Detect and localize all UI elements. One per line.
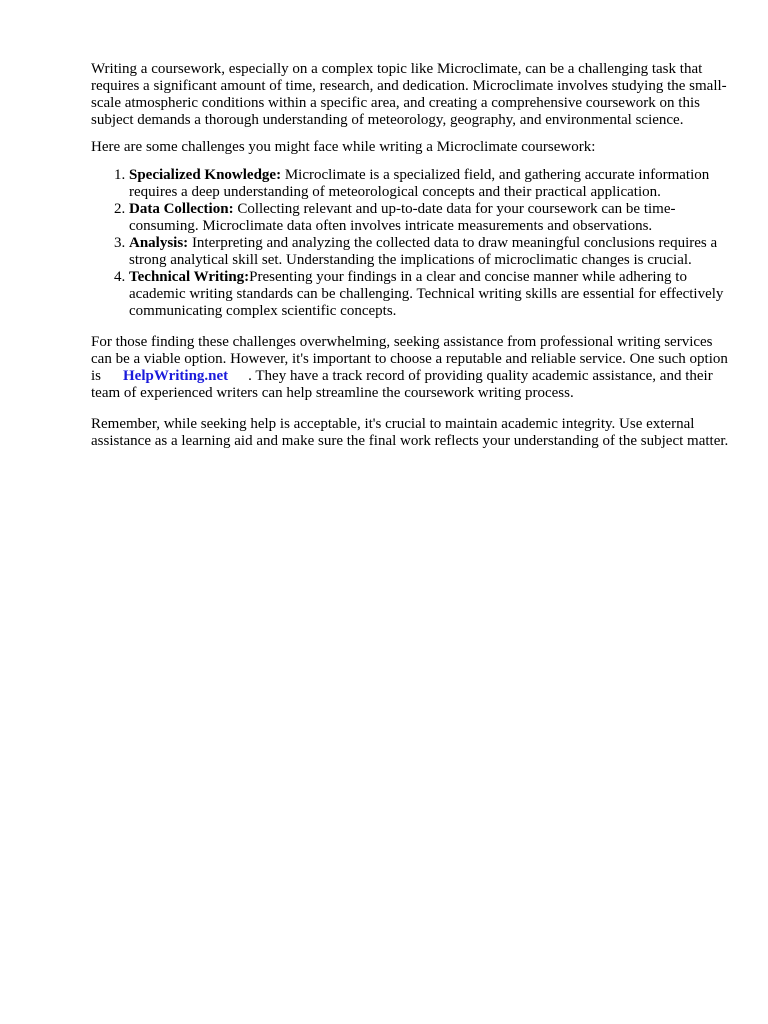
assistance-text-before: For those finding these challenges overwhelming, seeking assistance from professional writing services can be a viable option. However, it's important to choose a reputable and reliable service. One such option is (91, 334, 728, 384)
closing-paragraph: Remember, while seeking help is acceptable, it's crucial to maintain academic integrity. Use external assistance as a learning aid and make sure the final work reflects your understanding of the subject matter. (91, 416, 729, 449)
list-item (129, 201, 731, 235)
challenges-heading: Here are some challenges you might face while writing a Microclimate coursework: (91, 139, 596, 155)
list-item-text: Microclimate is a specialized field, and gathering accurate information requires a deep understanding of meteorological concepts and their practical application. (129, 167, 710, 200)
list-item-text: Collecting relevant and up-to-date data for your coursework can be time-consuming. Microclimate data often involves intricate measurements and observations. (129, 201, 676, 234)
list-item-term: Analysis: (129, 235, 189, 251)
challenges-list (91, 167, 731, 320)
list-item (129, 167, 731, 201)
helpwriting-link[interactable]: HelpWriting.net (123, 368, 229, 384)
intro-paragraph: Writing a coursework, especially on a complex topic like Microclimate, can be a challenging task that requires a significant amount of time, research, and dedication. Microclimate involves studying the small-scale atmospheric conditions within a specific area, and creating a comprehensive coursework on this subject demands a thorough understanding of meteorology, geography, and environmental science. (91, 61, 727, 128)
list-item-text: Presenting your findings in a clear and concise manner while adhering to academic writing standards can be challenging. Technical writing skills are essential for effectively communicating complex scientific concepts. (129, 269, 724, 319)
list-item-term: Technical Writing: (129, 269, 250, 285)
list-item-term: Data Collection: (129, 201, 234, 217)
list-item-text: Interpreting and analyzing the collected data to draw meaningful conclusions requires a strong analytical skill set. Understanding the implications of microclimatic changes is crucial. (129, 235, 718, 268)
list-item-term: Specialized Knowledge: (129, 167, 282, 183)
assistance-paragraph (91, 334, 731, 402)
document-body (91, 61, 731, 464)
list-item (129, 269, 731, 320)
list-item (129, 235, 731, 269)
assistance-text-after: . They have a track record of providing quality academic assistance, and their team of experienced writers can help streamline the coursework writing process. (91, 368, 713, 401)
